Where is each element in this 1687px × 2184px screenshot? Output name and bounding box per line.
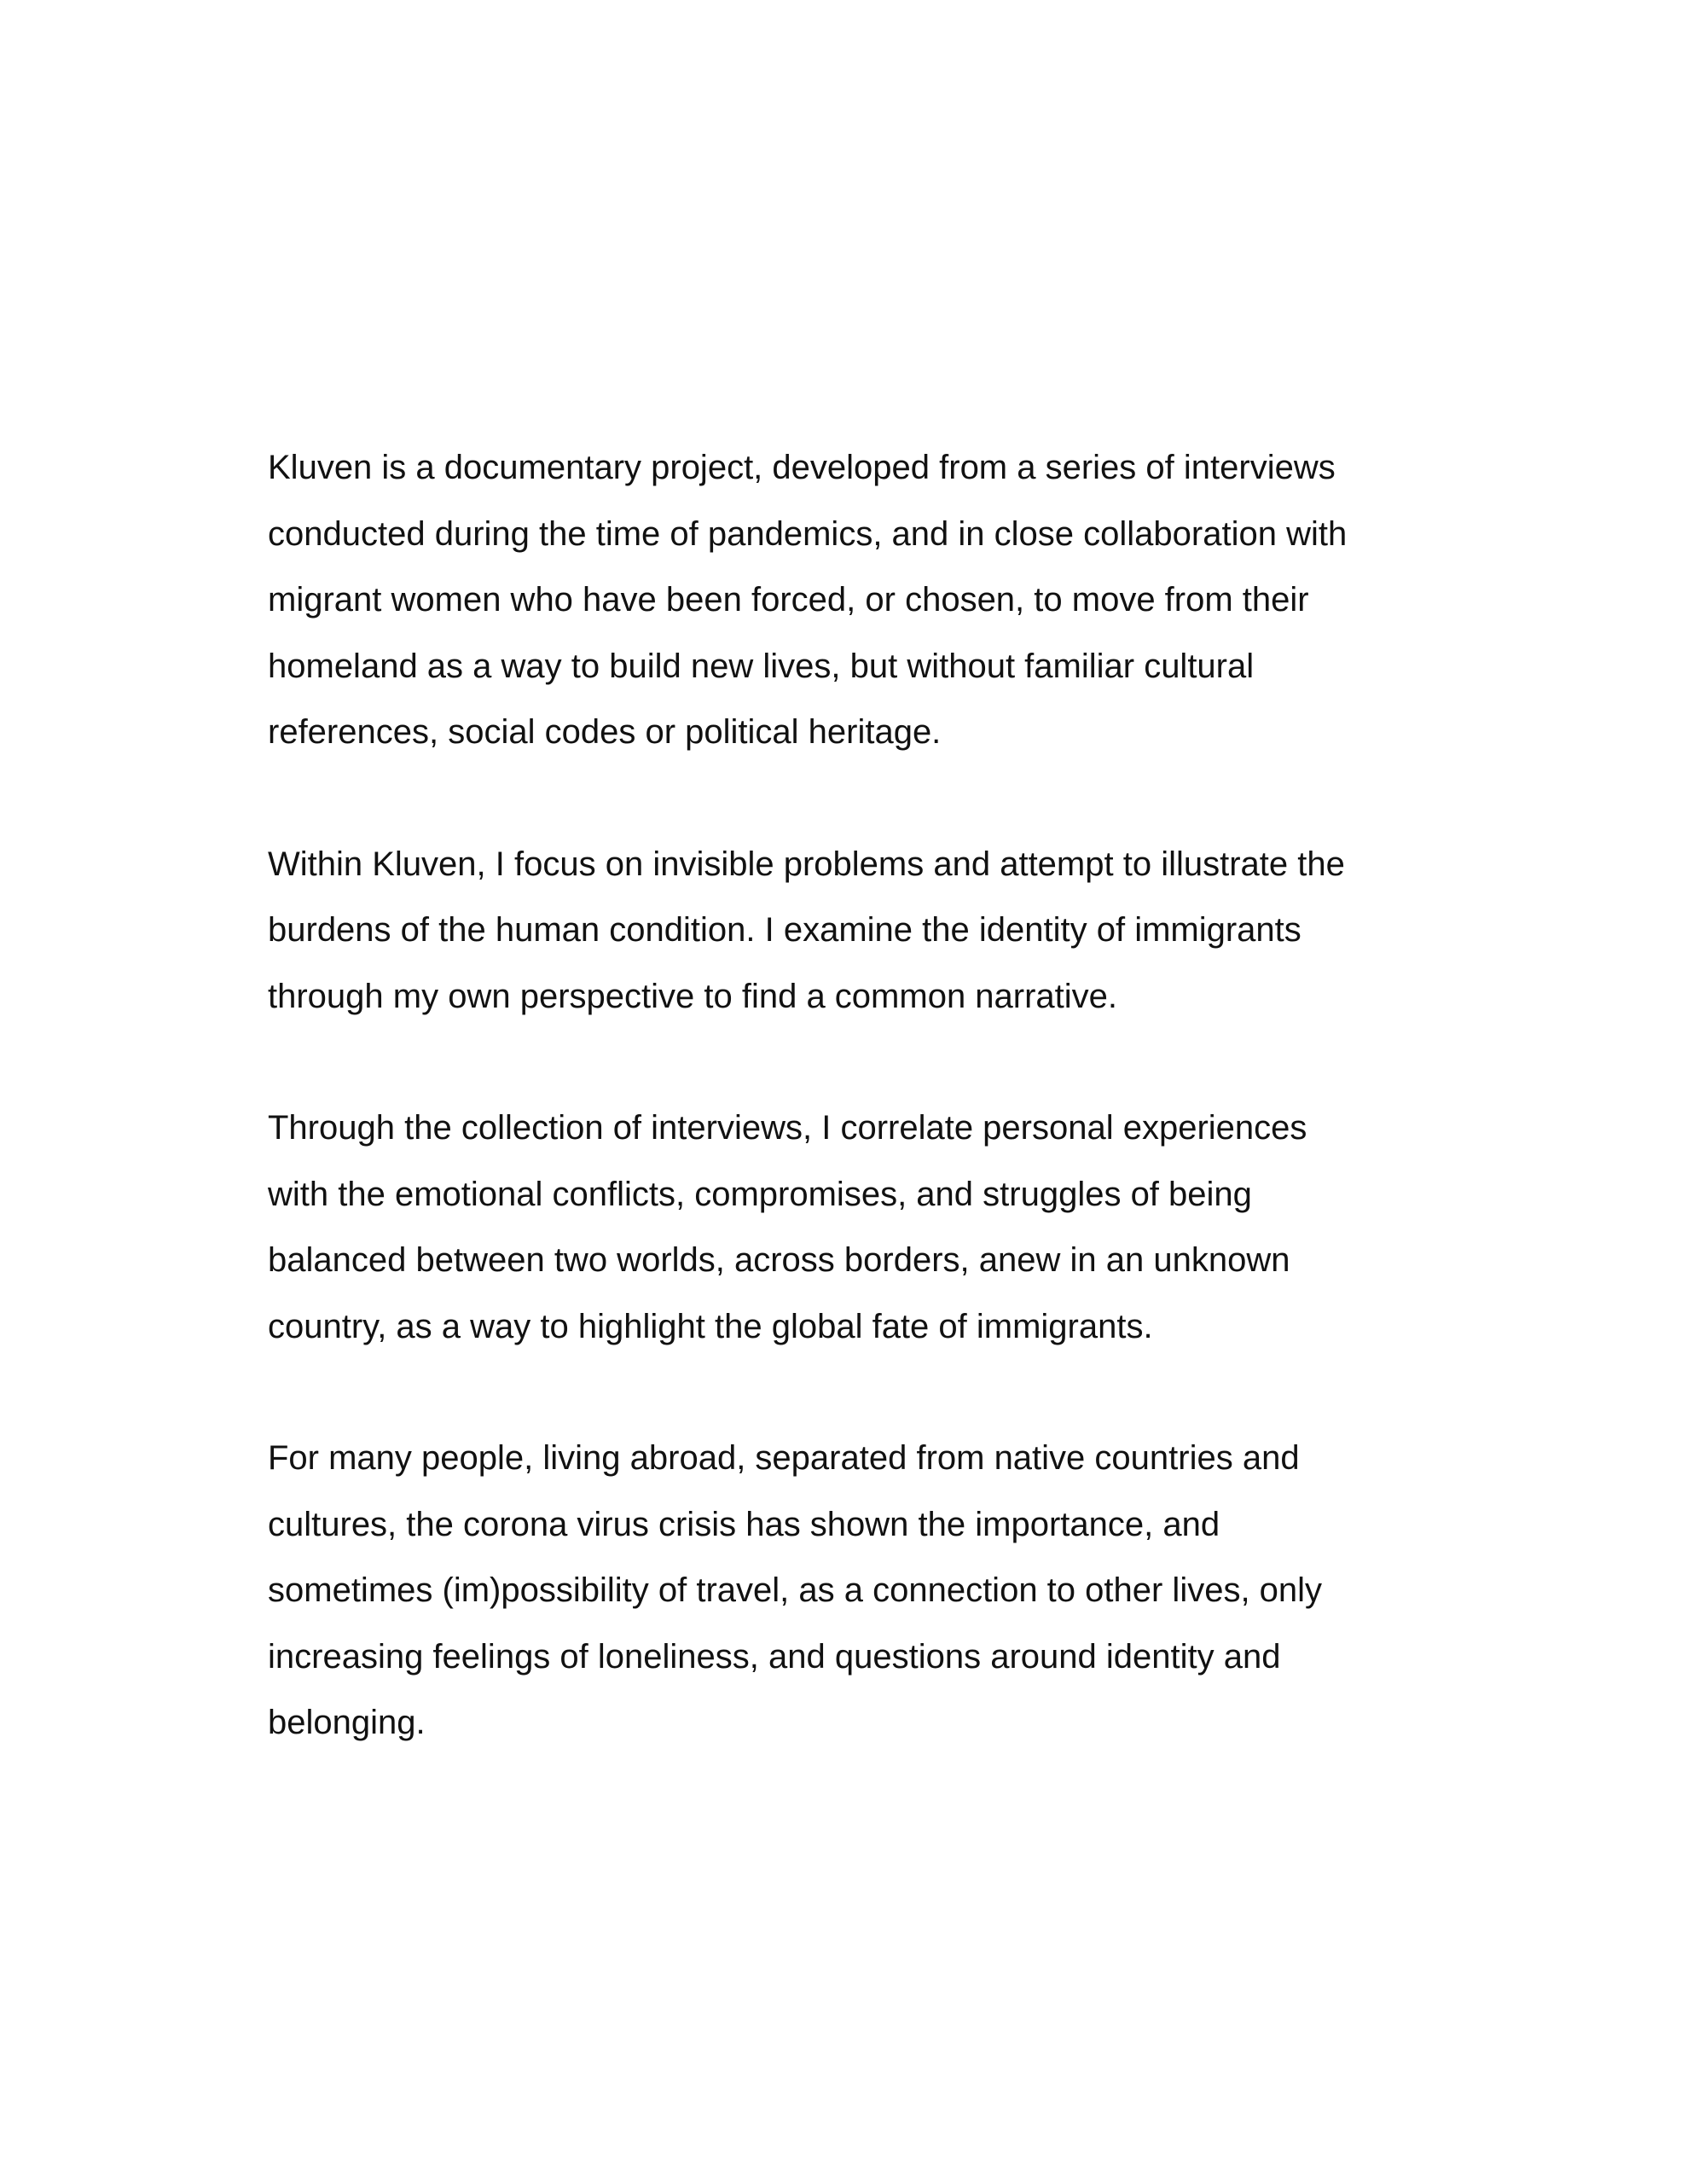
text-line: sometimes (im)possibility of travel, as a connection to other lives, only [268,1571,1323,1609]
text-line: references, social codes or political heritage. [268,713,942,751]
text-line: belonging. [268,1704,426,1741]
document-body [268,435,1462,1757]
text-line: with the emotional conflicts, compromises, and struggles of being [268,1175,1252,1213]
paragraph-interviews [268,1095,1462,1360]
text-line: conducted during the time of pandemics, and in close collaboration with [268,514,1348,553]
text-line: homeland as a way to build new lives, but without familiar cultural [268,647,1255,685]
text-line: cultures, the corona virus crisis has shown the importance, and [268,1505,1220,1543]
text-line: through my own perspective to find a common narrative. [268,977,1118,1015]
text-line: burdens of the human condition. I examine the identity of immigrants [268,911,1301,949]
paragraph-intro [268,435,1462,766]
text-line: Kluven is a documentary project, developed from a series of interviews [268,449,1336,486]
text-line: migrant women who have been forced, or chosen, to move from their [268,581,1309,619]
text-line: Within Kluven, I focus on invisible problems and attempt to illustrate the [268,845,1345,883]
text-line: For many people, living abroad, separated from native countries and [268,1439,1300,1477]
text-line: Through the collection of interviews, I correlate personal experiences [268,1109,1307,1147]
text-line: balanced between two worlds, across borders, anew in an unknown [268,1241,1290,1279]
text-line: increasing feelings of loneliness, and questions around identity and [268,1637,1281,1676]
paragraph-corona [268,1426,1462,1757]
paragraph-focus [268,832,1462,1031]
text-line: country, as a way to highlight the global fate of immigrants. [268,1307,1153,1345]
